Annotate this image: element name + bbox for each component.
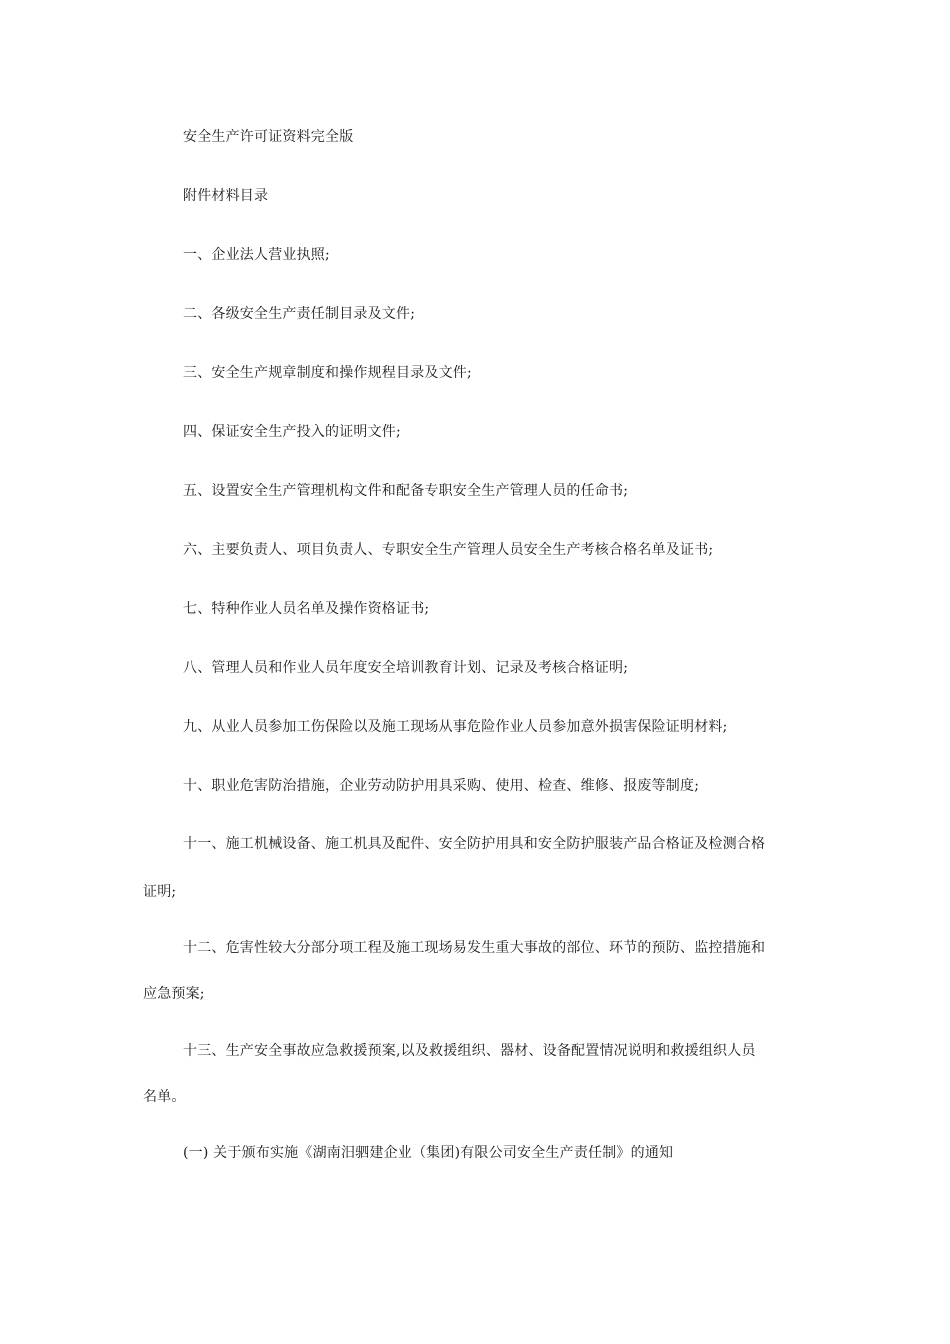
list-item: 十、职业危害防治措施，企业劳动防护用具采购、使用、检查、维修、报废等制度; — [183, 778, 700, 794]
document-subtitle: 附件材料目录 — [183, 188, 269, 204]
list-item: 六、主要负责人、项目负责人、专职安全生产管理人员安全生产考核合格名单及证书; — [183, 542, 714, 558]
list-item: 七、特种作业人员名单及操作资格证书; — [183, 601, 430, 617]
list-item: 二、各级安全生产责任制目录及文件; — [183, 306, 416, 322]
list-item: 九、从业人员参加工伤保险以及施工现场从事危险作业人员参加意外损害保险证明材料; — [183, 719, 728, 735]
list-item-11-line1: 十一、施工机械设备、施工机具及配件、安全防护用具和安全防护服装产品合格证及检测合格 — [183, 836, 766, 852]
list-item: 一、企业法人营业执照; — [183, 247, 330, 263]
list-item: 八、管理人员和作业人员年度安全培训教育计划、记录及考核合格证明; — [183, 660, 629, 676]
list-item: 三、安全生产规章制度和操作规程目录及文件; — [183, 365, 472, 381]
list-item-12-line1: 十二、危害性较大分部分项工程及施工现场易发生重大事故的部位、环节的预防、监控措施和 — [183, 940, 766, 956]
list-item-12-line2: 应急预案; — [143, 986, 205, 1002]
list-item: 四、保证安全生产投入的证明文件; — [183, 424, 401, 440]
list-item-13-line2: 名单。 — [143, 1089, 186, 1105]
list-item-13-line1: 十三、生产安全事故应急救援预案,以及救援组织、器材、设备配置情况说明和救援组织人员 — [183, 1043, 756, 1059]
document-title: 安全生产许可证资料完全版 — [183, 129, 354, 145]
list-item-11-line2: 证明; — [143, 884, 177, 900]
list-item: 五、设置安全生产管理机构文件和配备专职安全生产管理人员的任命书; — [183, 483, 629, 499]
notice-heading: (一) 关于颁布实施《湖南汨驷建企业（集团)有限公司安全生产责任制》的通知 — [183, 1145, 674, 1161]
